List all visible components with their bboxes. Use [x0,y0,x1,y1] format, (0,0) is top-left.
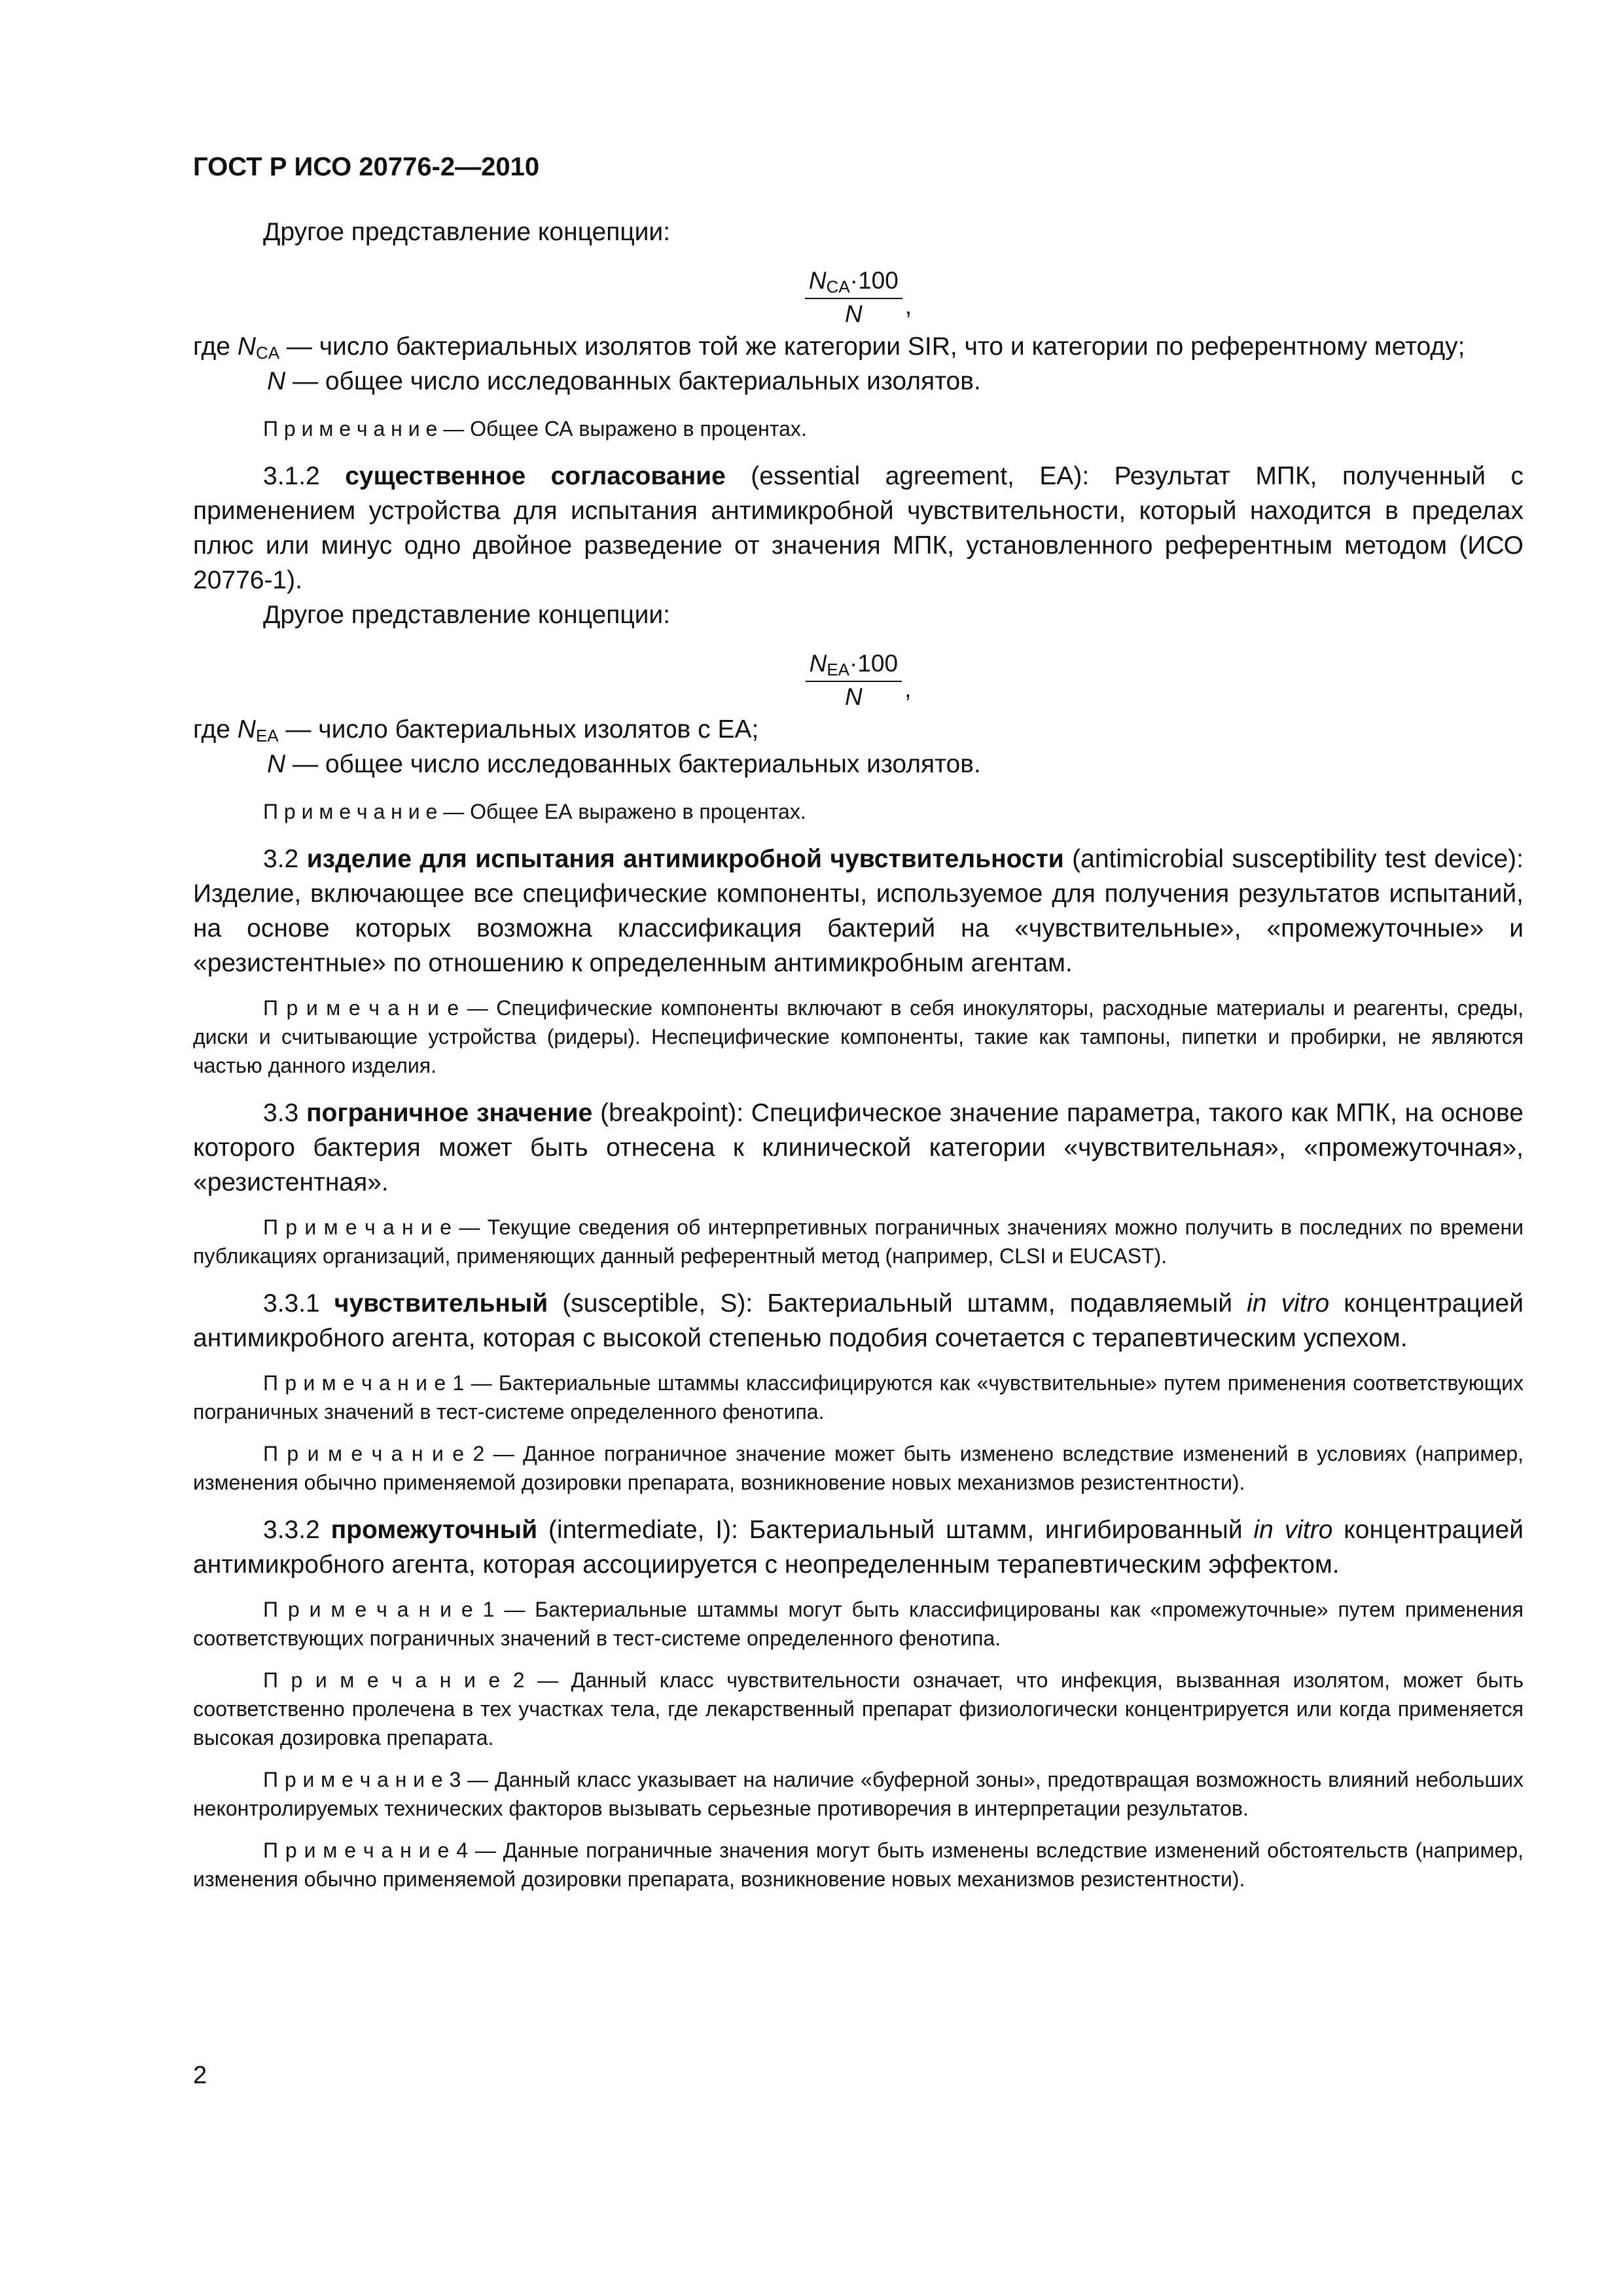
section-number: 3.2 [263,845,307,873]
note-label: П р и м е ч а н и е 2 [263,1668,525,1692]
var-n: N [267,367,286,395]
note-text: — Данные пограничные значения могут быть изменены вследствие изменений обстоятельств (например, изменения обычно применяемой дозировки препарата, возникновение новых механизмов резистентности). [193,1839,1524,1891]
note-3-3-2-2 [193,1666,1524,1752]
note-text: — Текущие сведения об интерпретивных пограничных значениях можно получить в последних по времени публикациях организаций, применяющих данный референтный метод (например, CLSI и EUCAST). [193,1215,1524,1268]
fraction-ca [805,266,902,329]
var-n: N [237,332,256,361]
note-text: — Специфические компоненты включают в себя инокуляторы, расходные материалы и реагенты, среды, диски и считывающие устройства (ридеры). Неспецифические компоненты, такие как тампоны, пипетки и пробирки, не являются частью данного изделия. [193,996,1524,1077]
section-3-2 [193,842,1524,980]
alt-representation-1: Другое представление концепции: [263,218,671,246]
section-3-3 [193,1096,1524,1200]
note-text: — Данный класс указывает на наличие «буферной зоны», предотвращая возможность влияний небольших неконтролируемых технических факторов вызывать серьезные противоречия в интерпретации результатов. [193,1768,1524,1820]
document-page [193,151,1524,1893]
note-3-3-1-1 [193,1369,1524,1426]
note-text: — Общее СА выражено в процентах. [437,417,807,440]
note-label: П р и м е ч а н и е 2 [263,1442,485,1465]
section-term: пограничное значение [306,1099,593,1127]
italic-term: in vitro [1253,1516,1333,1544]
note-label: П р и м е ч а н и е [263,417,438,440]
section-text: концентрацией антимикробного агента, которая с высокой степенью подобия сочетается с терапевтическим успехом. [193,1289,1524,1352]
note-text: — Данное пограничное значение может быть изменено вследствие изменений в условиях (например, изменения обычно применяемой дозировки препарата, возникновение новых механизмов резистентности). [193,1442,1524,1494]
section-number: 3.3 [263,1099,306,1127]
section-number: 3.3.1 [263,1289,334,1318]
fraction-numerator [806,649,902,682]
note-ea [193,797,1524,826]
section-3-3-1 [193,1286,1524,1355]
comma: , [904,675,912,702]
multiplier: ·100 [849,267,899,294]
var-sub: CA [826,277,850,296]
var-sub: EA [827,660,850,679]
alt-representation-2: Другое представление концепции: [263,601,671,629]
note-text: — Общее ЕА выражено в процентах. [437,800,806,823]
where-text: — общее число исследованных бактериальных изолятов. [285,367,981,395]
note-3-3-2-1 [193,1595,1524,1653]
section-3-3-2 [193,1513,1524,1582]
where-ea [193,712,1524,747]
section-text: (intermediate, I): Бактериальный штамм, ингибированный [537,1516,1254,1544]
section-text: (susceptible, S): Бактериальный штамм, подавляемый [548,1289,1247,1318]
var-n: N [808,267,827,294]
formula-ea [193,639,1524,712]
where-n-1 [267,364,1524,399]
note-label: П р и м е ч а н и е 4 [263,1839,468,1862]
section-term: промежуточный [330,1516,538,1544]
note-text: — Данный класс чувствительности означает, что инфекция, вызванная изолятом, может быть соответственно пролечена в тех участках тела, где лекарственный препарат физиологически концентрируется или когда применяется высокая дозировка препарата. [193,1668,1524,1749]
where-lead: где [193,715,238,744]
note-3-3-2-4 [193,1836,1524,1893]
note-text: — Бактериальные штаммы классифицируются как «чувствительные» путем применения соответствующих пограничных значений в тест-системе определенного фенотипа. [193,1371,1524,1424]
section-3-1-2 [193,459,1524,598]
section-term: изделие для испытания антимикробной чувствительности [306,845,1064,873]
where-text: — число бактериальных изолятов той же категории SIR, что и категории по референтному методу; [279,332,1465,361]
section-term: существенное согласование [345,462,726,490]
note-3-3 [193,1213,1524,1270]
note-text: — Бактериальные штаммы могут быть классифицированы как «промежуточные» путем применения соответствующих пограничных значений в тест-системе определенного фенотипа. [193,1598,1524,1650]
note-3-3-1-2 [193,1439,1524,1497]
document-header: ГОСТ Р ИСО 20776-2—2010 [193,152,540,181]
var-n: N [267,750,286,778]
where-text: — общее число исследованных бактериальных изолятов. [285,750,981,778]
note-ca [193,414,1524,443]
where-ca [193,329,1524,364]
italic-term: in vitro [1247,1289,1330,1318]
multiplier: ·100 [849,650,899,677]
fraction-denominator: N [844,300,863,327]
var-n: N [237,715,256,744]
note-label: П р и м е ч а н и е 1 [263,1371,465,1395]
where-lead: где [193,332,238,361]
note-3-3-2-3 [193,1765,1524,1823]
note-label: П р и м е ч а н и е [263,800,438,823]
comma: , [904,293,912,319]
note-label: П р и м е ч а н и е [263,996,459,1020]
section-term: чувствительный [334,1289,548,1318]
fraction-denominator: N [844,683,863,710]
note-3-2 [193,994,1524,1080]
var-sub: EA [255,726,279,745]
formula-ca [193,256,1524,329]
section-text: (breakpoint): Специфическое значение параметра, такого как МПК, на основе которого бактерия может быть отнесена к клинической категории «чувствительная», «промежуточная», «резистентная». [193,1099,1524,1196]
section-text: концентрацией антимикробного агента, которая ассоциируется с неопределенным терапевтическим эффектом. [193,1516,1524,1579]
section-number: 3.3.2 [263,1516,331,1544]
section-number: 3.1.2 [263,462,346,490]
note-label: П р и м е ч а н и е 3 [263,1768,461,1791]
note-label: П р и м е ч а н и е [263,1215,452,1239]
fraction-ea [806,649,902,712]
where-n-2 [267,747,1524,781]
section-text: (antimicrobial susceptibility test device): Изделие, включающее все специфические компоненты, используемое для получения результатов испытаний, на основе которых возможна классификация бактерий на «чувствительные», «промежуточные» и «резистентные» по отношению к определенным антимикробным агентам. [193,845,1524,977]
page-number: 2 [193,2062,207,2089]
var-n: N [809,650,827,677]
section-text: (essential agreement, EA): Результат МПК, полученный с применением устройства для испытания антимикробной чувствительности, который находится в пределах плюс или минус одно двойное разведение от значения МПК, установленного референтным методом (ИСО 20776-1). [193,462,1524,594]
var-sub: CA [255,343,280,363]
where-text: — число бактериальных изолятов с ЕА; [278,715,759,744]
fraction-numerator [805,266,902,299]
note-label: П р и м е ч а н и е 1 [263,1598,495,1621]
